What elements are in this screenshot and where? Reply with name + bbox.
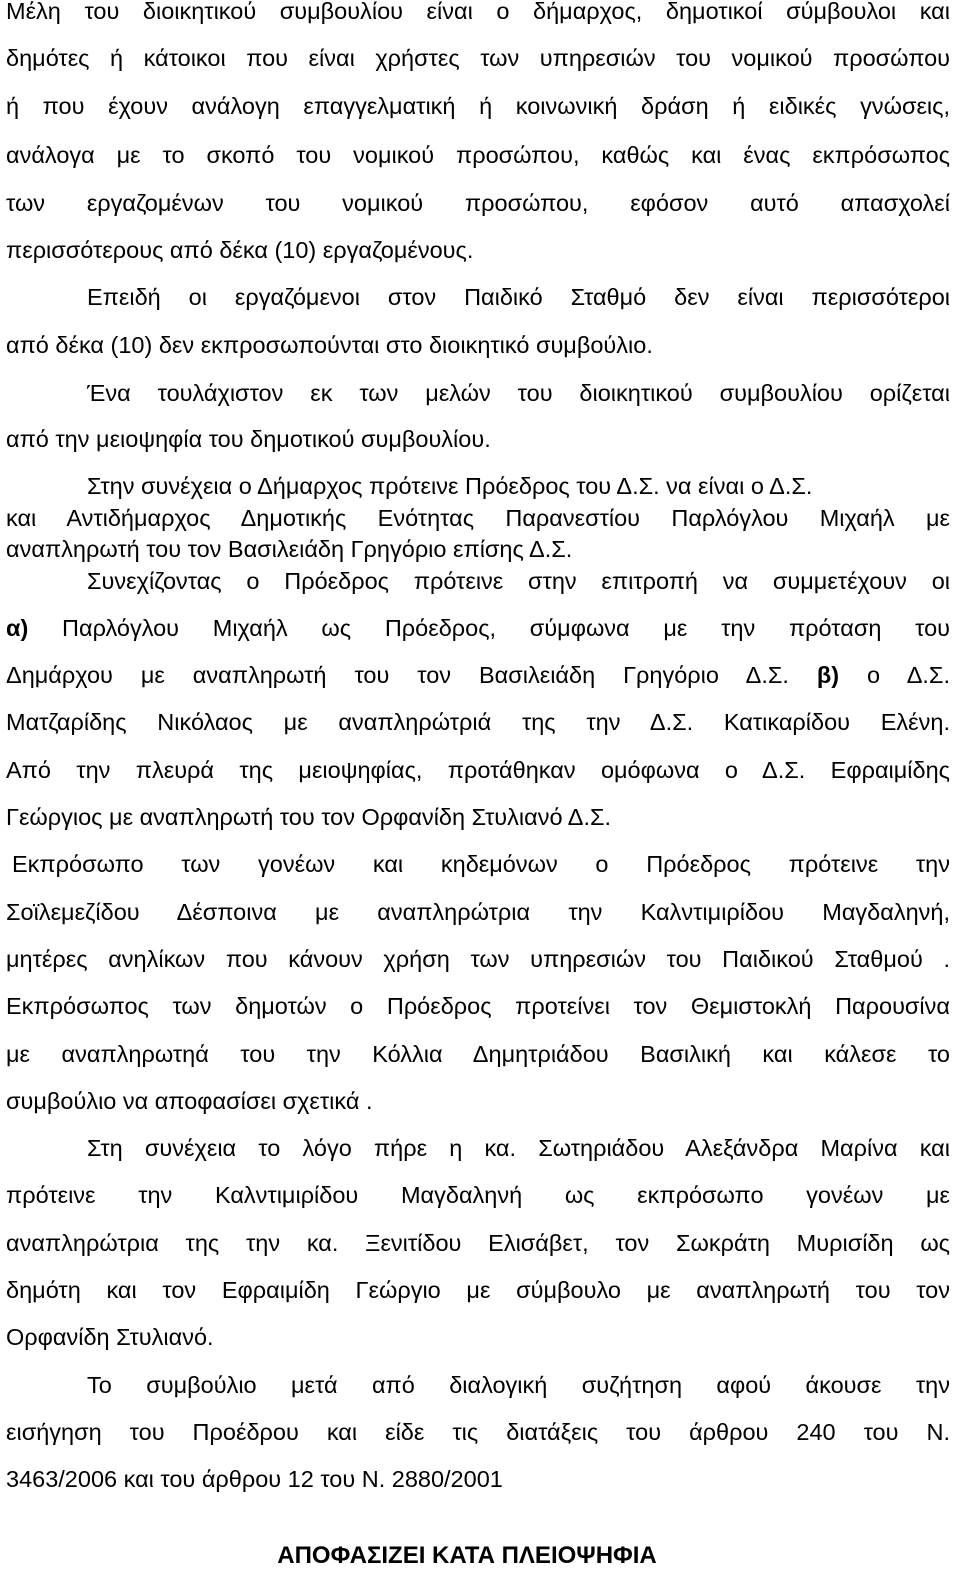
text-line-32: εισήγηση του Προέδρου και είδε τις διατάξεις του άρθρου 240 του Ν. [6,1419,950,1445]
decision-heading [0,1542,938,1570]
text-line-31: Το συμβούλιο μετά από διαλογική συζήτηση αφού άκουσε την [87,1372,950,1398]
text-line-17: Ματζαρίδης Νικόλαος με αναπληρώτριά της την Δ.Σ. Κατικαρίδου Ελένη. [6,709,950,735]
text-line-7: Επειδή οι εργαζόμενοι στον Παιδικό Σταθμό δεν είναι περισσότεροι [87,284,950,310]
decision-heading-text: ΑΠΟΦΑΣΙΖΕΙ ΚΑΤΑ ΠΛΕΙΟΨΗΦΙΑ [277,1542,657,1569]
text-line-9: Ένα τουλάχιστον εκ των μελών του διοικητικού συμβουλίου ορίζεται [87,380,950,406]
text-line-12: και Αντιδήμαρχος Δημοτικής Ενότητας Παρανεστίου Παρλόγλου Μιχαήλ με [6,505,950,531]
text-line-16 [6,661,950,689]
text-line-10: από την μειοψηφία του δημοτικού συμβουλίου. [6,426,491,452]
text-line-21: Σοϊλεμεζίδου Δέσποινα με αναπληρώτρια την Καλντιμιρίδου Μαγδαληνή, [6,899,950,925]
text-line-14: Συνεχίζοντας ο Πρόεδρος πρότεινε στην επιτροπή να συμμετέχουν οι [87,568,950,594]
text-line-27: πρότεινε την Καλντιμιρίδου Μαγδαληνή ως εκπρόσωπο γονέων με [6,1182,950,1208]
text-line-23: Εκπρόσωπος των δημοτών ο Πρόεδρος προτείνει τον Θεμιστοκλή Παρουσίνα [6,993,950,1019]
text-line-4: ανάλογα με το σκοπό του νομικού προσώπου, καθώς και ένας εκπρόσωπος [6,142,950,168]
text-line-6: περισσότερους από δέκα (10) εργαζομένους. [6,237,474,263]
text-line-26: Στη συνέχεια το λόγο πήρε η κα. Σωτηριάδου Αλεξάνδρα Μαρίνα και [87,1135,950,1161]
text-line-25: συμβούλιο να αποφασίσει σχετικά . [6,1088,373,1114]
text-line-19: Γεώργιος με αναπληρωτή του τον Ορφανίδη Στυλιανό Δ.Σ. [6,804,612,830]
text-line-11: Στην συνέχεια ο Δήμαρχος πρότεινε Πρόεδρος του Δ.Σ. να είναι ο Δ.Σ. [87,473,813,499]
item-a-text: Παρλόγλου Μιχαήλ ως Πρόεδρος, σύμφωνα με την πρόταση του [28,615,950,641]
text-line-15 [6,614,950,642]
item-b-marker: β) [816,662,840,688]
text-line-33: 3463/2006 και του άρθρου 12 του Ν. 2880/2001 [6,1466,503,1492]
line16-part2: ο Δ.Σ. [839,662,950,688]
text-line-2: δημότες ή κάτοικοι που είναι χρήστες των υπηρεσιών του νομικού προσώπου [6,45,950,71]
text-line-8: από δέκα (10) δεν εκπροσωπούνται στο διοικητικό συμβούλιο. [6,332,653,358]
text-line-3: ή που έχουν ανάλογη επαγγελματική ή κοινωνική δράση ή ειδικές γνώσεις, [6,93,950,119]
text-line-28: αναπληρώτρια της την κα. Ξενιτίδου Ελισάβετ, τον Σωκράτη Μυρισίδη ως [6,1230,950,1256]
text-line-30: Ορφανίδη Στυλιανό. [6,1324,214,1350]
text-line-5: των εργαζομένων του νομικού προσώπου, εφόσον αυτό απασχολεί [6,190,950,216]
item-a-marker: α) [6,615,29,641]
text-line-18: Από την πλευρά της μειοψηφίας, προτάθηκαν ομόφωνα ο Δ.Σ. Εφραιμίδης [6,757,950,783]
text-line-22: μητέρες ανηλίκων που κάνουν χρήση των υπηρεσιών του Παιδικού Σταθμού . [6,946,950,972]
text-line-24: με αναπληρωτηά του την Κόλλια Δημητριάδου Βασιλική και κάλεσε το [6,1041,950,1067]
text-line-20: Εκπρόσωπο των γονέων και κηδεμόνων ο Πρόεδρος πρότεινε την [12,851,950,877]
text-line-1: Μέλη του διοικητικού συμβουλίου είναι ο δήμαρχος, δημοτικοί σύμβουλοι και [6,0,950,24]
line16-part1: Δημάρχου με αναπληρωτή του τον Βασιλειάδη Γρηγόριο Δ.Σ. [6,662,817,688]
text-line-13: αναπληρωτή του τον Βασιλειάδη Γρηγόριο επίσης Δ.Σ. [6,536,573,562]
text-line-29: δημότη και τον Εφραιμίδη Γεώργιο με σύμβουλο με αναπληρωτή του τον [6,1277,950,1303]
